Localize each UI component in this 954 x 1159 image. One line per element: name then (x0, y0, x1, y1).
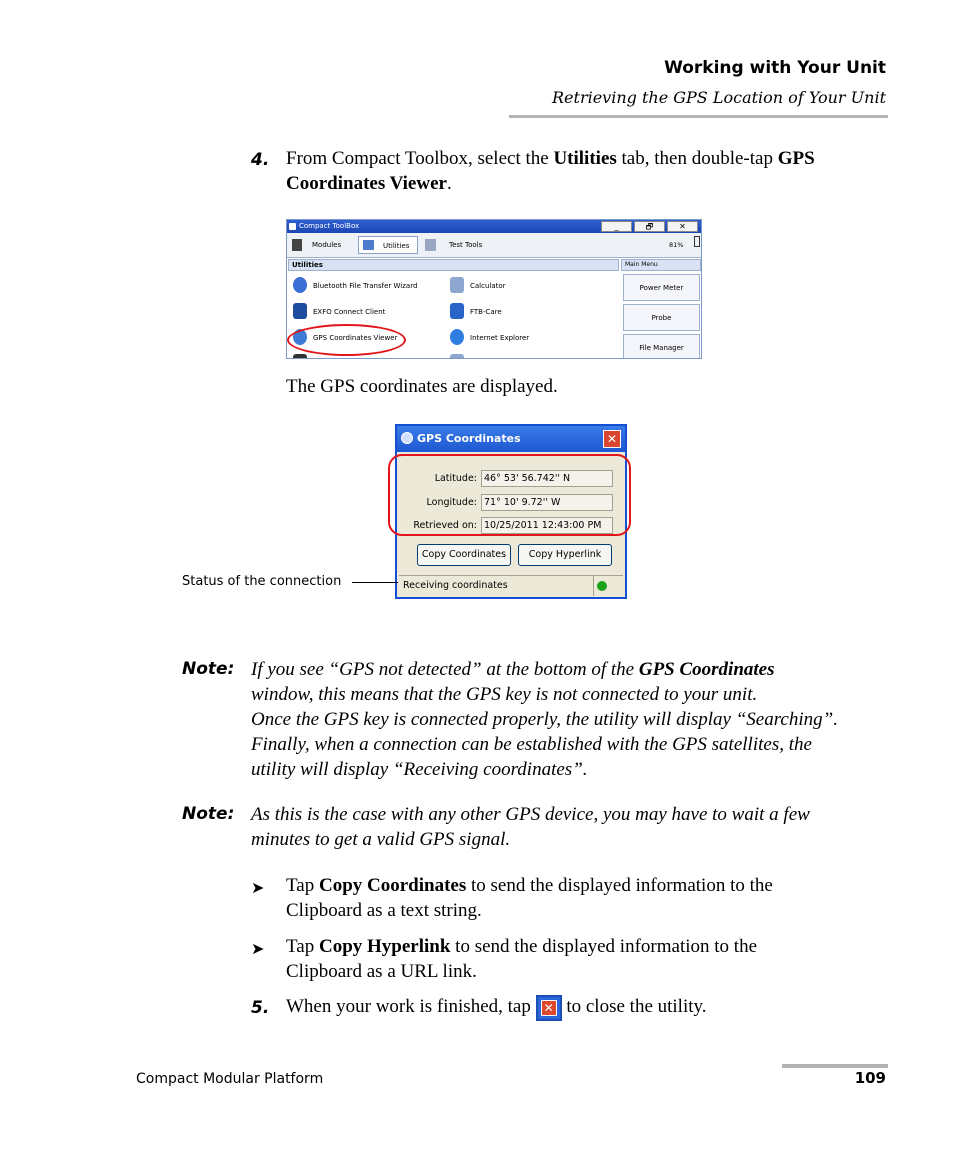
longitude-label: Longitude: (426, 497, 477, 508)
app-icon (289, 223, 296, 230)
copy-coordinates-button[interactable]: Copy Coordinates (417, 544, 511, 566)
utility-item-internet-explorer[interactable]: Internet Explorer (470, 334, 530, 342)
gps-titlebar (397, 426, 625, 452)
bullet-arrow-icon: ➤ (251, 941, 265, 958)
toolbox-tabs (287, 233, 701, 258)
power-meter-button[interactable]: Power Meter (623, 274, 700, 301)
bluetooth-icon (293, 277, 307, 293)
gps-app-icon (401, 432, 413, 444)
gps-viewer-term-1: GPS (777, 148, 815, 169)
tab-test-tools[interactable]: Test Tools (423, 236, 499, 254)
bullet-copy-hyperlink: Tap Copy Hyperlink to send the displayed information to the Clipboard as a URL link. (286, 936, 758, 982)
latitude-label: Latitude: (434, 473, 477, 484)
utility-item-calculator[interactable]: Calculator (470, 282, 506, 290)
status-divider (593, 576, 594, 596)
internet-explorer-icon (450, 329, 464, 345)
highlight-box-coordinates (388, 454, 631, 536)
connection-status-indicator (597, 581, 607, 591)
utilities-icon (363, 240, 374, 250)
main-menu-header: Main Menu (621, 259, 701, 271)
note-2-text: As this is the case with any other GPS device, you may have to wait a few minutes to get a valid GPS signal. (251, 804, 810, 850)
partial-icon (293, 354, 307, 359)
note-2-label: Note: (182, 804, 235, 824)
copy-hyperlink-button[interactable]: Copy Hyperlink (518, 544, 612, 566)
bullet-arrow-icon: ➤ (251, 880, 265, 897)
utility-item-ftb-care[interactable]: FTB-Care (470, 308, 502, 316)
calculator-icon (450, 277, 464, 293)
header-rule (509, 115, 888, 118)
tab-utilities[interactable]: Utilities (358, 236, 418, 254)
close-icon: ✕ (536, 995, 562, 1021)
close-button[interactable]: ✕ (667, 221, 698, 232)
step-4-number: 4. (251, 150, 270, 170)
status-text: Receiving coordinates (403, 580, 508, 591)
latitude-field: 46° 53' 56.742'' N (481, 470, 613, 487)
toolbox-title: Compact ToolBox (299, 222, 360, 230)
retrieved-on-field: 10/25/2011 12:43:00 PM (481, 517, 613, 534)
chapter-title: Working with Your Unit (664, 58, 886, 78)
modules-icon (292, 239, 302, 251)
status-bar (399, 575, 623, 596)
step-5-text: When your work is finished, tap ✕ to close the utility. (286, 994, 886, 1021)
footer-product-name: Compact Modular Platform (136, 1071, 324, 1087)
partial-icon-2 (450, 354, 464, 359)
callout-line (352, 582, 398, 583)
utility-item-bluetooth[interactable]: Bluetooth File Transfer Wizard (313, 282, 418, 290)
gps-close-button[interactable]: ✕ (603, 430, 621, 448)
footer-rule (782, 1064, 888, 1068)
status-callout-label: Status of the connection (182, 574, 342, 589)
gps-viewer-term-2: Coordinates Viewer (286, 173, 447, 194)
file-manager-button[interactable]: File Manager (623, 334, 700, 359)
page-number: 109 (854, 1069, 886, 1087)
compact-toolbox-screenshot (286, 219, 702, 359)
ftb-care-icon (450, 303, 464, 319)
retrieved-on-label: Retrieved on: (413, 520, 477, 531)
highlight-ellipse-gps-viewer (287, 324, 406, 356)
restore-button[interactable]: 🗗 (634, 221, 665, 232)
note-1-text: If you see “GPS not detected” at the bottom of the GPS Coordinates window, this means that the GPS key is not connected to your unit. Once the GPS key is connected properly, the utility will display “Searching”. Finally, when a connection can be established with the GPS satellites, the utility will display “Receiving coordinates”. (251, 659, 838, 780)
section-title: Retrieving the GPS Location of Your Unit (552, 88, 886, 107)
bullet-copy-coordinates: Tap Copy Coordinates to send the displayed information to the Clipboard as a text string. (286, 875, 773, 921)
utility-item-gps-viewer[interactable]: GPS Coordinates Viewer (313, 334, 398, 342)
coordinates-displayed-text: The GPS coordinates are displayed. (286, 376, 558, 397)
note-1-label: Note: (182, 659, 235, 679)
probe-button[interactable]: Probe (623, 304, 700, 331)
longitude-field: 71° 10' 9.72'' W (481, 494, 613, 511)
battery-level: 81% (669, 241, 684, 249)
battery-icon (694, 236, 700, 247)
utilities-list-header: Utilities (288, 259, 619, 271)
step-5-number: 5. (251, 998, 270, 1018)
utilities-term: Utilities (553, 148, 617, 169)
exfo-connect-icon (293, 303, 307, 319)
minimize-button[interactable]: _ (601, 221, 632, 232)
step-4-text: From Compact Toolbox, select the Utilities tab, then double-tap GPS Coordinates Viewer. (286, 148, 815, 194)
tab-modules[interactable]: Modules (290, 236, 350, 254)
toolbox-titlebar (287, 220, 701, 233)
utility-item-exfo-connect[interactable]: EXFO Connect Client (313, 308, 386, 316)
test-tools-icon (425, 239, 436, 251)
gps-window-title: GPS Coordinates (417, 432, 521, 445)
